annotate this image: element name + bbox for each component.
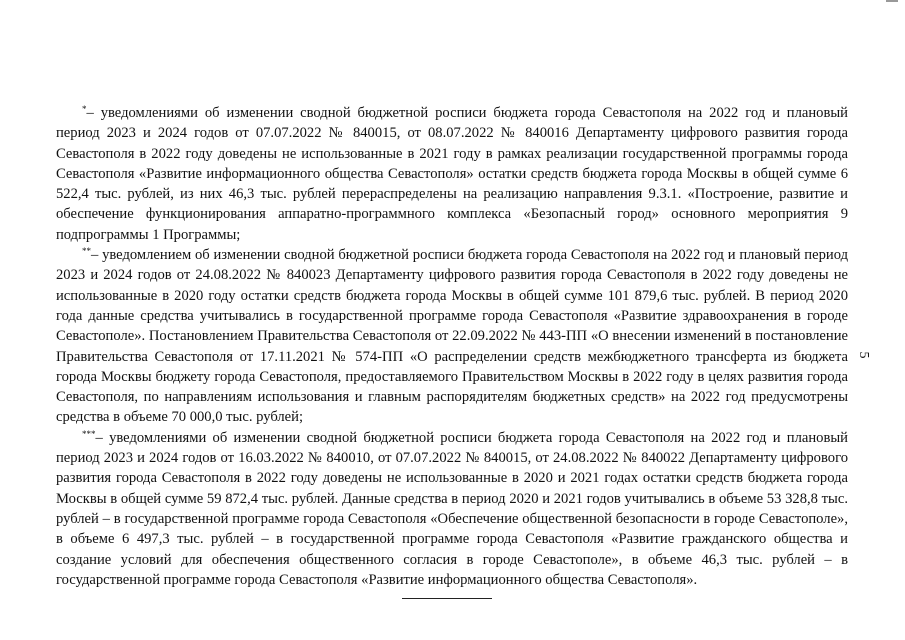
end-rule-divider [402, 598, 492, 599]
footnote-3-marker: *** [82, 428, 96, 439]
footnote-2 [56, 245, 848, 428]
scan-corner-mark [886, 0, 898, 6]
footnote-3-text: – уведомлениями об изменении сводной бюджетной росписи бюджета города Севастополя на 2022 год и плановый период 2023 и 2024 годов от 16.03.2022 № 840010, от 07.07.2022 № 840015, от 24.08.2022 № 840022 Департаменту цифрового развития города Севастополя в 2022 году доведены не использованные в 2020 и 2021 годах остатки средств бюджета города Москвы в общей сумме 59 872,4 тыс. рублей. Данные средства в период 2020 и 2021 годов учитывались в объеме 53 328,8 тыс. рублей – в государственной программе города Севастополя «Обеспечение общественной безопасности в городе Севастополе», в объеме 6 497,3 тыс. рублей – в государственной программе города Севастополя «Развитие гражданского общества и создание условий для обеспечения общественного согласия в городе Севастополе», в объеме 46,3 тыс. рублей – в государственной программе города Севастополя «Развитие информационного общества Севастополя». [56, 429, 848, 588]
footnote-3 [56, 428, 848, 590]
footnote-1-text: – уведомлениями об изменении сводной бюджетной росписи бюджета города Севастополя на 2022 год и плановый период 2023 и 2024 годов от 07.07.2022 № 840015, от 08.07.2022 № 840016 Департаменту цифрового развития города Севастополя в 2022 году доведены не использованные в 2021 году в рамках реализации государственной программы города Севастополя «Развитие информационного общества Севастополя» остатки средств бюджета города Москвы в общей сумме 6 522,4 тыс. рублей, из них 46,3 тыс. рублей перераспределены на реализацию направления 9.3.1. «Построение, развитие и обеспечение функционирования аппаратно-программного комплекса «Безопасный город» основного мероприятия 9 подпрограммы 1 Программы; [56, 105, 848, 243]
footnote-1-marker: * [82, 104, 87, 114]
footnote-2-text: – уведомлением об изменении сводной бюджетной росписи бюджета города Севастополя на 2022 год и плановый период 2023 и 2024 годов от 24.08.2022 № 840023 Департаменту цифрового развития города Севастополя в 2022 году доведены не использованные в 2020 году остатки средств бюджета города Москвы в общей сумме 101 879,6 тыс. рублей. В период 2020 года данные средства учитывались в государственной программе города Севастополя «Развитие здравоохранения в городе Севастополе». Постановлением Правительства Севастополя от 22.09.2022 № 443-ПП «О внесении изменений в постановление Правительства Севастополя от 17.11.2021 № 574-ПП «О распределении средств межбюджетного трансферта из бюджета города Москвы бюджету города Севастополя, предоставляемого Правительством Москвы в 2022 году в целях развития города Севастополя, по направлениям использования и главным распорядителям бюджетных средств» на 2022 год предусмотрены средства в объеме 70 000,0 тыс. рублей; [56, 247, 848, 426]
footnotes-block [56, 103, 848, 590]
page-number: 5 [856, 351, 871, 359]
footnote-1 [56, 103, 848, 245]
footnote-2-marker: ** [82, 246, 91, 257]
